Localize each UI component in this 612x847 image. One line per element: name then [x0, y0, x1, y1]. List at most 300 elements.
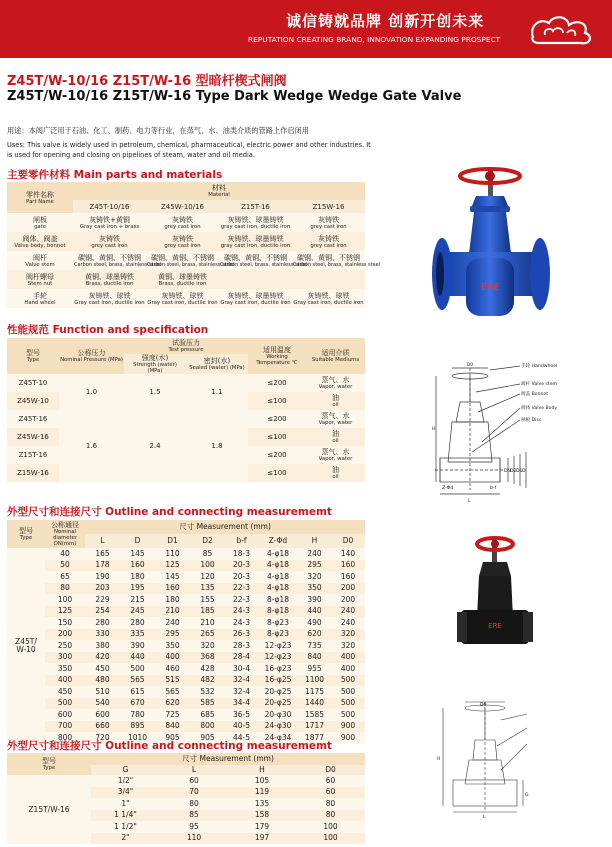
dims2-cell: 2": [121, 833, 130, 843]
dims-cell: 295: [165, 629, 180, 639]
dims-col-header: b-f: [236, 536, 247, 545]
dims-cell: 400: [340, 663, 356, 673]
spec-np-cell: 1.6: [85, 442, 98, 450]
diag1-label-bonnet: 阀盖 Bonnet: [521, 392, 549, 397]
material-cell: 灰铸铁、球墨铸铁 gray cast iron, ductile iron: [220, 234, 291, 249]
dims-cell: 160: [130, 560, 145, 570]
spec-type-cell: Z45T-10: [18, 379, 48, 387]
top-banner: [0, 0, 612, 58]
dims-cell: 350: [57, 663, 73, 673]
diag1-label-l: L: [468, 499, 471, 504]
dims2-cell: 85: [189, 810, 199, 820]
dims-cell: 735: [307, 640, 322, 650]
material-cell: 灰铸铁、球墨铸铁 gray cast iron, ductile iron: [220, 215, 291, 230]
table-row: [7, 289, 365, 308]
material-cell: 灰铸铁、球铁 Gray cast iron, ductile iron: [293, 291, 364, 306]
dims-cell: 368: [200, 652, 215, 662]
dims2-cell: 80: [325, 810, 336, 820]
dims-cell: 229: [95, 594, 110, 604]
dims-cell: 320: [200, 640, 215, 650]
material-cell: 灰铸铁 grey cast iron: [91, 234, 128, 249]
dims-cell: 500: [57, 698, 73, 708]
table-row: [7, 560, 365, 572]
material-cell: 灰铸铁 grey cast iron: [164, 234, 201, 249]
dims-cell: 780: [130, 709, 145, 719]
dims-cell: 600: [95, 709, 110, 719]
material-cell: 灰铸铁+黄铜 Gray cast iron + brass: [79, 215, 140, 230]
material-cell: 黄铜、球墨铸铁 Brass, ductile iron: [158, 272, 207, 287]
dims-cell: 450: [95, 663, 110, 673]
dims-cell: 32-4: [232, 686, 251, 696]
table-row: [7, 640, 365, 652]
dims-col-header: Z-Φd: [268, 536, 288, 545]
title-cn: Z45T/W-10/16 Z15T/W-16 型暗杆楔式闸阀: [7, 74, 287, 89]
material-cell: 灰铸铁 grey cast iron: [164, 215, 201, 230]
dims-cell: 380: [95, 640, 110, 650]
dims-cell: 350: [165, 640, 180, 650]
dims-cell: 190: [95, 571, 110, 581]
dims-cell: 250: [57, 640, 73, 650]
dims-cell: 420: [95, 652, 110, 662]
table-row: [7, 709, 365, 721]
dims-cell: 180: [130, 571, 145, 581]
spec-medium-cell: 油 oil: [332, 466, 339, 480]
dims-col-header: D1: [167, 536, 178, 545]
dims-cell: 145: [130, 548, 145, 558]
table-row: [7, 629, 365, 641]
diag2-label-g: G: [525, 793, 529, 798]
dims-cell: 32-4: [232, 675, 251, 685]
dims-cell: 905: [165, 732, 180, 742]
dims-cell: 160: [340, 571, 356, 581]
table-row: [7, 663, 365, 675]
dims2-cell: 158: [254, 810, 270, 820]
diag1-label-zd: Z-Φd: [442, 486, 454, 491]
dims-cell: 450: [57, 686, 73, 696]
diag1-label-d2: D2: [510, 469, 517, 474]
dims-cell: 24-3: [232, 617, 251, 627]
dims-cell: 180: [165, 594, 180, 604]
dims-cell: 840: [165, 721, 180, 731]
table-row: [7, 617, 365, 629]
dims-cell: 460: [165, 663, 180, 673]
dims-cell: 85: [202, 548, 213, 558]
dims2-cell: 3/4": [117, 787, 134, 797]
dims2-cell: 100: [323, 821, 338, 831]
dims-cell: 620: [307, 629, 322, 639]
material-cell: 灰铸铁、球墨铸铁 Gray cast iron, ductile iron: [220, 291, 291, 306]
dims-cell: 20-3: [232, 571, 251, 581]
dims-cell: 100: [57, 594, 73, 604]
dims2-cell: 1 1/4": [114, 810, 137, 820]
dims-cell: 12-φ23: [264, 652, 292, 662]
dims-cell: 320: [307, 571, 322, 581]
spec-medium-cell: 蒸气、水 Vapor, water: [318, 376, 353, 390]
material-cell: 碳钢、黄铜、不锈钢 Carbon steel, brass, stainless steel: [147, 253, 235, 268]
table-row: [7, 775, 365, 787]
material-cell: 碳钢、黄铜、不锈钢 Carbon steel, brass, stainless steel: [293, 253, 381, 268]
table-row: [7, 686, 365, 698]
diag1-label-body: 阀体 Valve Body: [521, 406, 558, 411]
diag2-label-h: H: [437, 757, 441, 762]
parts-model-header: Z45T-10/16: [89, 202, 130, 211]
dims2-col-header: H: [259, 765, 265, 774]
spec-header-seal: 密封(水) Sealed (water) (MPa): [189, 357, 245, 371]
dims-header-size: 尺寸 Measurement (mm): [179, 522, 271, 531]
table-row: [7, 571, 365, 583]
dims2-col-header: L: [191, 765, 197, 774]
dims-cell: 1100: [304, 675, 325, 685]
dims-cell: 1175: [304, 686, 325, 696]
dims2-col-header: G: [122, 765, 129, 774]
dims-cell: 160: [165, 583, 180, 593]
table-row: [7, 675, 365, 687]
dims-cell: 4-φ18: [267, 571, 289, 581]
dims-cell: 50: [60, 560, 70, 570]
dims-col-header: L: [100, 536, 105, 545]
table-row: [7, 652, 365, 664]
dims-cell: 1717: [304, 721, 325, 731]
dims-cell: 26-3: [232, 629, 251, 639]
dims-table: [7, 520, 365, 744]
dims2-cell: 95: [189, 821, 199, 831]
spec-temp-cell: ≤200: [267, 451, 287, 459]
threaded-gate-valve-photo: [455, 530, 535, 660]
dims-cell: 265: [200, 629, 215, 639]
dims-cell: 140: [340, 548, 356, 558]
dims2-cell: 197: [254, 833, 270, 843]
dims-cell: 200: [57, 629, 73, 639]
spec-strength-cell: 1.5: [149, 388, 161, 396]
dims-col-header: D0: [342, 536, 354, 545]
dims2-cell: 135: [254, 798, 270, 808]
part-name-cell: 手轮 Hand wheel: [24, 291, 56, 306]
dims-cell: 145: [165, 571, 180, 581]
brand-mark-2: ERE: [488, 622, 502, 630]
dims-cell: 195: [130, 583, 145, 593]
table-row: [7, 698, 365, 710]
dims-cell: 40-5: [232, 721, 251, 731]
dims-cell: 480: [95, 675, 110, 685]
dims-cell: 600: [57, 709, 73, 719]
dims-cell: 440: [130, 652, 145, 662]
dims-cell: 532: [200, 686, 215, 696]
dims-cell: 200: [340, 594, 356, 604]
uses-en: Uses: This valve is widely used in petroleum, chemical, pharmaceutical, electric power and other industries. It is used for opening and closing on pipelines of steam, water and oil media.: [7, 141, 371, 159]
dims-cell: 1010: [127, 732, 148, 742]
spec-np-cell: 1.0: [85, 388, 98, 396]
table-row: [7, 251, 365, 270]
dims-heading: 外型尺寸和连接尺寸 Outline and connecting measurememt: [7, 506, 332, 518]
parts-model-header: Z15T-16: [241, 202, 270, 211]
material-cell: 灰铸铁 grey cast iron: [310, 234, 347, 249]
material-cell: 灰铸铁 grey cast iron: [310, 215, 347, 230]
gate-valve-outline-diagram: [430, 362, 558, 510]
threaded-valve-outline-diagram: [435, 700, 550, 818]
dims-cell: 295: [307, 560, 322, 570]
spec-header-strength: 强度(水) Strength (water) (MPa): [133, 354, 177, 374]
dims-cell: 4-φ18: [267, 548, 289, 558]
table-row: [7, 232, 365, 251]
spec-medium-cell: 蒸气、水 Vapor, water: [318, 448, 353, 462]
dims-cell: 500: [130, 663, 145, 673]
dims2-cell: 1": [121, 798, 130, 808]
dims-cell: 565: [130, 675, 145, 685]
dims-cell: 585: [200, 698, 215, 708]
part-name-cell: 阀杆 Valve stem: [25, 253, 55, 268]
diag1-label-dn: DN: [504, 469, 511, 474]
dims2-cell: 1 1/2": [114, 821, 137, 831]
dims-cell: 660: [95, 721, 110, 731]
diag2-label-d0: D0: [480, 703, 487, 708]
dims-cell: 685: [200, 709, 215, 719]
dims-header-type: 型号 Type: [19, 527, 33, 541]
spec-temp-cell: ≤100: [267, 469, 287, 477]
uses-cn: 用途：本阀广泛用于石油、化工、制药、电力等行业，在蒸气、水、油类介质的管路上作启闭用: [7, 126, 309, 135]
dims2-table: [7, 753, 365, 844]
dims-cell: 8-φ23: [267, 617, 289, 627]
material-cell: 黄铜、球墨铸铁 Brass, ductile iron: [85, 272, 134, 287]
diag1-label-d: D: [522, 469, 526, 474]
dims-cell: 185: [200, 606, 215, 616]
banner-slogan-cn: 诚信铸就品牌 创新开创未来: [286, 12, 485, 30]
dims-cell: 440: [307, 606, 322, 616]
dims-cell: 40: [60, 548, 70, 558]
material-cell: 灰铸铁、球铁 Gray cast iron, ductile iron: [74, 291, 145, 306]
dims-cell: 720: [95, 732, 110, 742]
dims2-cell: 80: [325, 798, 336, 808]
spec-temp-cell: ≤100: [267, 397, 287, 405]
dims-cell: 20-φ25: [264, 686, 292, 696]
spec-header-type: 型号 Type: [26, 349, 40, 363]
table-row: [7, 213, 365, 232]
dims-cell: 800: [200, 721, 215, 731]
diag1-label-disc: 闸板 Disc: [521, 418, 542, 423]
dims-cell: 24-φ34: [264, 732, 292, 742]
table-row: [7, 606, 365, 618]
parts-table: [7, 182, 381, 308]
spec-type-cell: Z15W-16: [17, 469, 49, 477]
dims2-header-size: 尺寸 Measurement (mm): [182, 754, 274, 763]
spec-header-temp: 适用温度 Working Temperature ℃: [256, 346, 298, 366]
dims-cell: 210: [200, 617, 215, 627]
dims-cell: 135: [200, 583, 215, 593]
dims2-cell: 119: [254, 787, 270, 797]
dims-cell: 18-3: [232, 548, 251, 558]
dims-cell: 240: [340, 617, 356, 627]
table-row: [7, 548, 365, 560]
dims2-cell: 100: [323, 833, 338, 843]
dims-cell: 565: [165, 686, 180, 696]
dims-cell: 428: [200, 663, 215, 673]
diag1-label-d0: D0: [466, 363, 474, 368]
dims-col-header: D2: [202, 536, 213, 545]
dims-cell: 240: [307, 548, 322, 558]
dims-cell: 700: [57, 721, 73, 731]
spec-type-cell: Z45W-10: [17, 397, 49, 405]
dims-cell: 125: [165, 560, 180, 570]
dims-cell: 4-φ18: [267, 583, 289, 593]
dims-cell: 4-φ18: [267, 560, 289, 570]
table-row: [7, 374, 365, 392]
material-cell: [292, 270, 365, 289]
dims-cell: 120: [200, 571, 215, 581]
dims-cell: 900: [340, 721, 356, 731]
dims-cell: 28-4: [232, 652, 251, 662]
dims-header-dn: 公称通径 Nominal diameter DN(mm): [51, 521, 79, 547]
parts-model-header: Z45W-10/16: [160, 202, 205, 211]
dims-cell: 24-φ30: [264, 721, 292, 731]
dims-cell: 150: [57, 617, 73, 627]
dims-cell: 100: [200, 560, 215, 570]
dims-cell: 1585: [304, 709, 325, 719]
dims-cell: 8-φ18: [267, 606, 289, 616]
dims-cell: 280: [95, 617, 110, 627]
dims-cell: 280: [130, 617, 145, 627]
dims-cell: 490: [307, 617, 322, 627]
table-row: [7, 594, 365, 606]
dims-cell: 20-φ30: [264, 709, 292, 719]
dims-model-cell: Z45T/ W-10: [15, 636, 37, 654]
spec-medium-cell: 油 oil: [332, 394, 339, 408]
dims-cell: 24-3: [232, 606, 251, 616]
diag1-label-d1: D1: [516, 469, 523, 474]
dims-cell: 254: [95, 606, 110, 616]
dims-cell: 500: [340, 709, 356, 719]
dims-cell: 900: [340, 732, 356, 742]
dims-cell: 840: [307, 652, 322, 662]
dims2-cell: 60: [189, 775, 199, 785]
material-cell: 碳钢、黄铜、不锈钢 Carbon steel, brass, stainless steel: [220, 253, 308, 268]
dims-cell: 28-3: [232, 640, 251, 650]
dims-cell: 615: [130, 686, 145, 696]
dims-cell: 200: [340, 583, 356, 593]
dims-cell: 22-3: [232, 583, 251, 593]
banner-slogan-en: REPUTATION CREATING BRAND, INNOVATION EXPANDING PROSPECT: [248, 35, 501, 44]
diag1-label-bf: b-f: [490, 486, 497, 491]
diag1-label-handwheel: 手轮 Handwheel: [521, 364, 558, 369]
dims-cell: 905: [200, 732, 215, 742]
dims-cell: 670: [130, 698, 145, 708]
dims-cell: 80: [60, 583, 70, 593]
dims2-col-header: D0: [325, 765, 336, 774]
dims-cell: 44-5: [232, 732, 251, 742]
spec-temp-cell: ≤100: [267, 433, 287, 441]
dims-col-header: H: [311, 536, 318, 545]
dims-cell: 390: [307, 594, 322, 604]
dims-cell: 22-3: [232, 594, 251, 604]
dims-cell: 350: [307, 583, 322, 593]
dims2-cell: 70: [189, 787, 199, 797]
part-name-cell: 闸板 gate: [33, 215, 47, 230]
table-row: [7, 583, 365, 595]
parts-model-header: Z15W-16: [312, 202, 345, 211]
part-name-cell: 阀杆螺母 Stem nut: [26, 272, 54, 287]
brand-mark: ERE: [481, 283, 499, 293]
dims2-heading: 外型尺寸和连接尺寸 Outline and connecting measurememt: [7, 740, 332, 752]
dims-cell: 620: [165, 698, 180, 708]
dims-cell: 16-φ23: [264, 663, 292, 673]
spec-type-cell: Z15T-16: [18, 451, 48, 459]
dims-cell: 240: [340, 606, 356, 616]
dims-cell: 482: [200, 675, 215, 685]
dims-cell: 300: [57, 652, 73, 662]
dims-cell: 34-4: [232, 698, 251, 708]
table-row: [7, 270, 365, 289]
spec-header-medium: 适用介质 Suitable Mediums: [311, 349, 360, 363]
dims-cell: 165: [95, 548, 110, 558]
spec-seal-cell: 1.1: [211, 388, 223, 396]
dims-cell: 510: [95, 686, 110, 696]
dims-cell: 110: [165, 548, 180, 558]
dims-cell: 1877: [304, 732, 325, 742]
dims2-cell: 179: [254, 821, 270, 831]
diag1-label-h: H: [432, 427, 436, 432]
dims2-header-type: 型号 Type: [42, 757, 56, 771]
dims-cell: 125: [57, 606, 73, 616]
dims-cell: 203: [95, 583, 110, 593]
dims-cell: 390: [130, 640, 145, 650]
spec-header-test: 试验压力 Test pressure: [168, 339, 204, 353]
spec-medium-cell: 蒸气、水 Vapor, water: [318, 412, 353, 426]
dims2-cell: 110: [186, 833, 202, 843]
spec-type-cell: Z45T-16: [18, 415, 48, 423]
dims-cell: 895: [130, 721, 145, 731]
blue-gate-valve-photo: [428, 162, 556, 340]
part-name-cell: 阀体、阀盖 Valve body, bonnet: [14, 234, 66, 249]
dims-cell: 320: [340, 640, 356, 650]
dims-cell: 800: [57, 732, 73, 742]
dims-cell: 215: [130, 594, 145, 604]
table-row: [7, 721, 365, 733]
dims-cell: 1440: [304, 698, 325, 708]
parts-header-material: 材料 Material: [208, 184, 230, 198]
dims-cell: 245: [130, 606, 145, 616]
material-cell: 碳钢、黄铜、不锈钢 Carbon steel, brass, stainless steel: [74, 253, 162, 268]
dims-cell: 65: [60, 571, 70, 581]
dims-cell: 16-φ25: [264, 675, 292, 685]
diag2-label-l: L: [483, 815, 486, 820]
dims-cell: 8-φ18: [267, 594, 289, 604]
dims-cell: 30-4: [232, 663, 251, 673]
parts-heading: 主要零件材料 Main parts and materials: [7, 169, 223, 181]
dims-cell: 210: [165, 606, 180, 616]
dims2-cell: 80: [189, 798, 199, 808]
dims-cell: 8-φ23: [267, 629, 289, 639]
spec-medium-cell: 油 oil: [332, 430, 339, 444]
dims-cell: 20-φ25: [264, 698, 292, 708]
spec-heading: 性能规范 Function and specification: [7, 324, 209, 336]
dims-cell: 400: [340, 652, 356, 662]
spec-table: [7, 338, 365, 482]
spec-header-np: 公称压力 Nominal Pressure (MPa): [60, 349, 123, 363]
dims-cell: 20-3: [232, 560, 251, 570]
dims-cell: 335: [130, 629, 145, 639]
dims2-cell: 60: [325, 775, 336, 785]
dims-cell: 500: [340, 698, 356, 708]
dims2-model-cell: Z15T/W-16: [28, 804, 70, 814]
dims-cell: 400: [57, 675, 73, 685]
parts-header-part: 零件名称 Part Name: [26, 190, 54, 205]
dims-cell: 240: [165, 617, 180, 627]
dims-cell: 725: [165, 709, 180, 719]
dims-cell: 36-5: [232, 709, 251, 719]
dims-col-header: D: [134, 536, 141, 545]
spec-temp-cell: ≤200: [267, 415, 287, 423]
material-cell: 灰铸铁、球铁 Gray cast iron, ductile iron: [147, 291, 218, 306]
dims-cell: 400: [165, 652, 180, 662]
dims-cell: 500: [340, 675, 356, 685]
